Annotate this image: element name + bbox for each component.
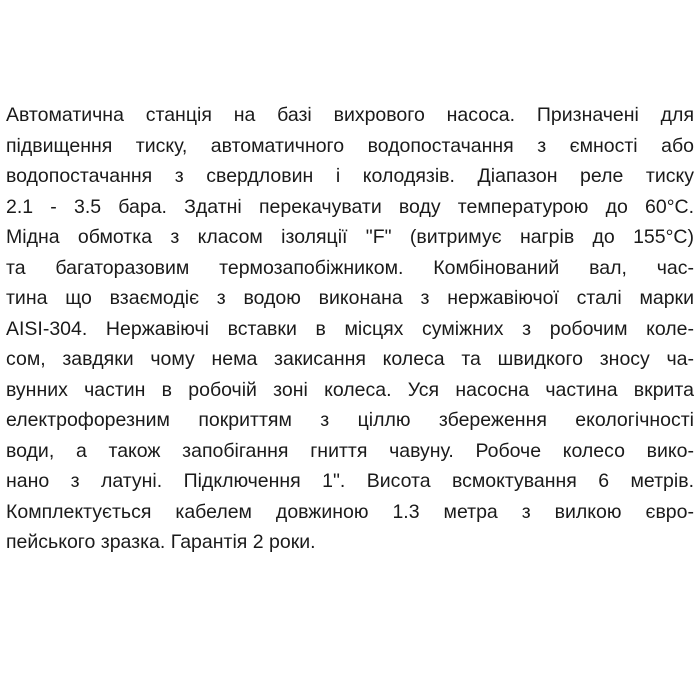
description-line-12: води, а також запобігання гниття чавуну. Робоче колесо вико- (6, 439, 694, 462)
description-line-6: та багаторазовим термозапобіжником. Комбінований вал, час- (6, 256, 694, 279)
description-line-15: пейського зразка. Гарантія 2 роки. (6, 531, 316, 553)
description-line-8: AISI-304. Нержавіючі вставки в місцях суміжних з робочим коле- (6, 317, 694, 340)
description-line-3: водопостачання з свердловин і колодязів. Діапазон реле тиску (6, 165, 694, 187)
description-line-13: нано з латуні. Підключення 1". Висота всмоктування 6 метрів. (6, 470, 694, 492)
description-line-2: підвищення тиску, автоматичного водопостачання з ємності або (6, 134, 694, 157)
description-line-1: Автоматична станція на базі вихрового насоса. Призначені для (6, 104, 694, 126)
description-line-9: сом, завдяки чому нема закисання колеса та швидкого зносу ча- (6, 348, 694, 370)
description-line-14: Комплектується кабелем довжиною 1.3 метра з вилкою євро- (6, 500, 694, 523)
description-line-4: 2.1 - 3.5 бара. Здатні перекачувати воду температурою до 60°С. (6, 195, 694, 218)
description-line-5: Мідна обмотка з класом ізоляції "F" (витримує нагрів до 155°С) (6, 226, 694, 248)
description-line-11: електрофорезним покриттям з ціллю збереження екологічності (6, 409, 694, 431)
description-line-7: тина що взаємодіє з водою виконана з нержавіючої сталі марки (6, 287, 694, 309)
product-description (6, 100, 694, 558)
description-line-10: вунних частин в робочій зоні колеса. Уся насосна частина вкрита (6, 378, 694, 401)
